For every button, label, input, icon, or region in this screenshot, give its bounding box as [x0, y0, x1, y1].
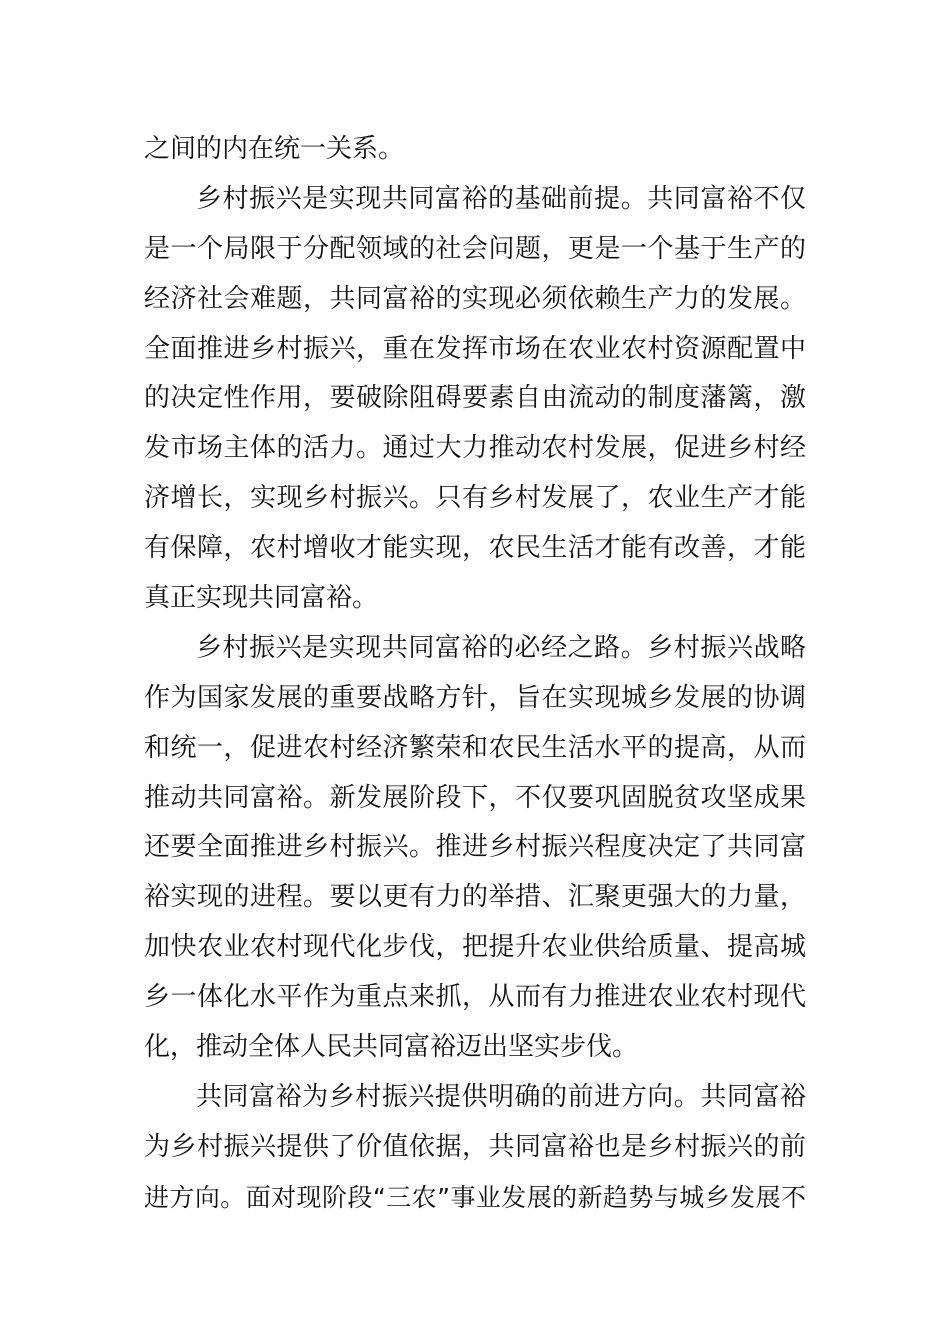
text-line: 乡村振兴是实现共同富裕的必经之路。乡村振兴战略 — [196, 632, 806, 663]
body-text — [144, 125, 806, 1223]
text-line: 济增长，实现乡村振兴。只有乡村发展了，农业生产才能 — [144, 483, 806, 514]
text-line: 真正实现共同富裕。 — [144, 583, 379, 614]
text-line: 之间的内在统一关系。 — [144, 134, 405, 164]
text-line: 进方向。面对现阶段“三农”事业发展的新趋势与城乡发展不 — [144, 1182, 806, 1212]
text-line: 推动共同富裕。新发展阶段下，不仅要巩固脱贫攻坚成果 — [144, 782, 806, 813]
text-line: 还要全面推进乡村振兴。推进乡村振兴程度决定了共同富 — [144, 832, 806, 863]
text-line: 全面推进乡村振兴，重在发挥市场在农业农村资源配置中 — [144, 333, 806, 364]
text-line: 经济社会难题，共同富裕的实现必须依赖生产力的发展。 — [144, 283, 806, 314]
text-line: 的决定性作用，要破除阻碍要素自由流动的制度藩篱，激 — [144, 383, 806, 414]
text-line: 有保障，农村增收才能实现，农民生活才能有改善，才能 — [144, 533, 806, 564]
text-line: 作为国家发展的重要战略方针，旨在实现城乡发展的协调 — [144, 682, 806, 713]
text-line: 为乡村振兴提供了价值依据，共同富裕也是乡村振兴的前 — [144, 1131, 806, 1162]
text-line: 和统一，促进农村经济繁荣和农民生活水平的提高，从而 — [144, 732, 806, 763]
text-line: 加快农业农村现代化步伐，把提升农业供给质量、提高城 — [144, 932, 806, 963]
text-line: 乡村振兴是实现共同富裕的基础前提。共同富裕不仅 — [196, 183, 806, 214]
text-line: 化，推动全体人民共同富裕迈出坚实步伐。 — [144, 1032, 639, 1063]
text-line: 裕实现的进程。要以更有力的举措、汇聚更强大的力量， — [144, 882, 806, 913]
text-line: 乡一体化水平作为重点来抓，从而有力推进农业农村现代 — [144, 982, 806, 1013]
text-line: 是一个局限于分配领域的社会问题，更是一个基于生产的 — [144, 233, 806, 264]
text-line: 发市场主体的活力。通过大力推动农村发展，促进乡村经 — [144, 433, 806, 464]
text-line: 共同富裕为乡村振兴提供明确的前进方向。共同富裕 — [196, 1081, 806, 1112]
